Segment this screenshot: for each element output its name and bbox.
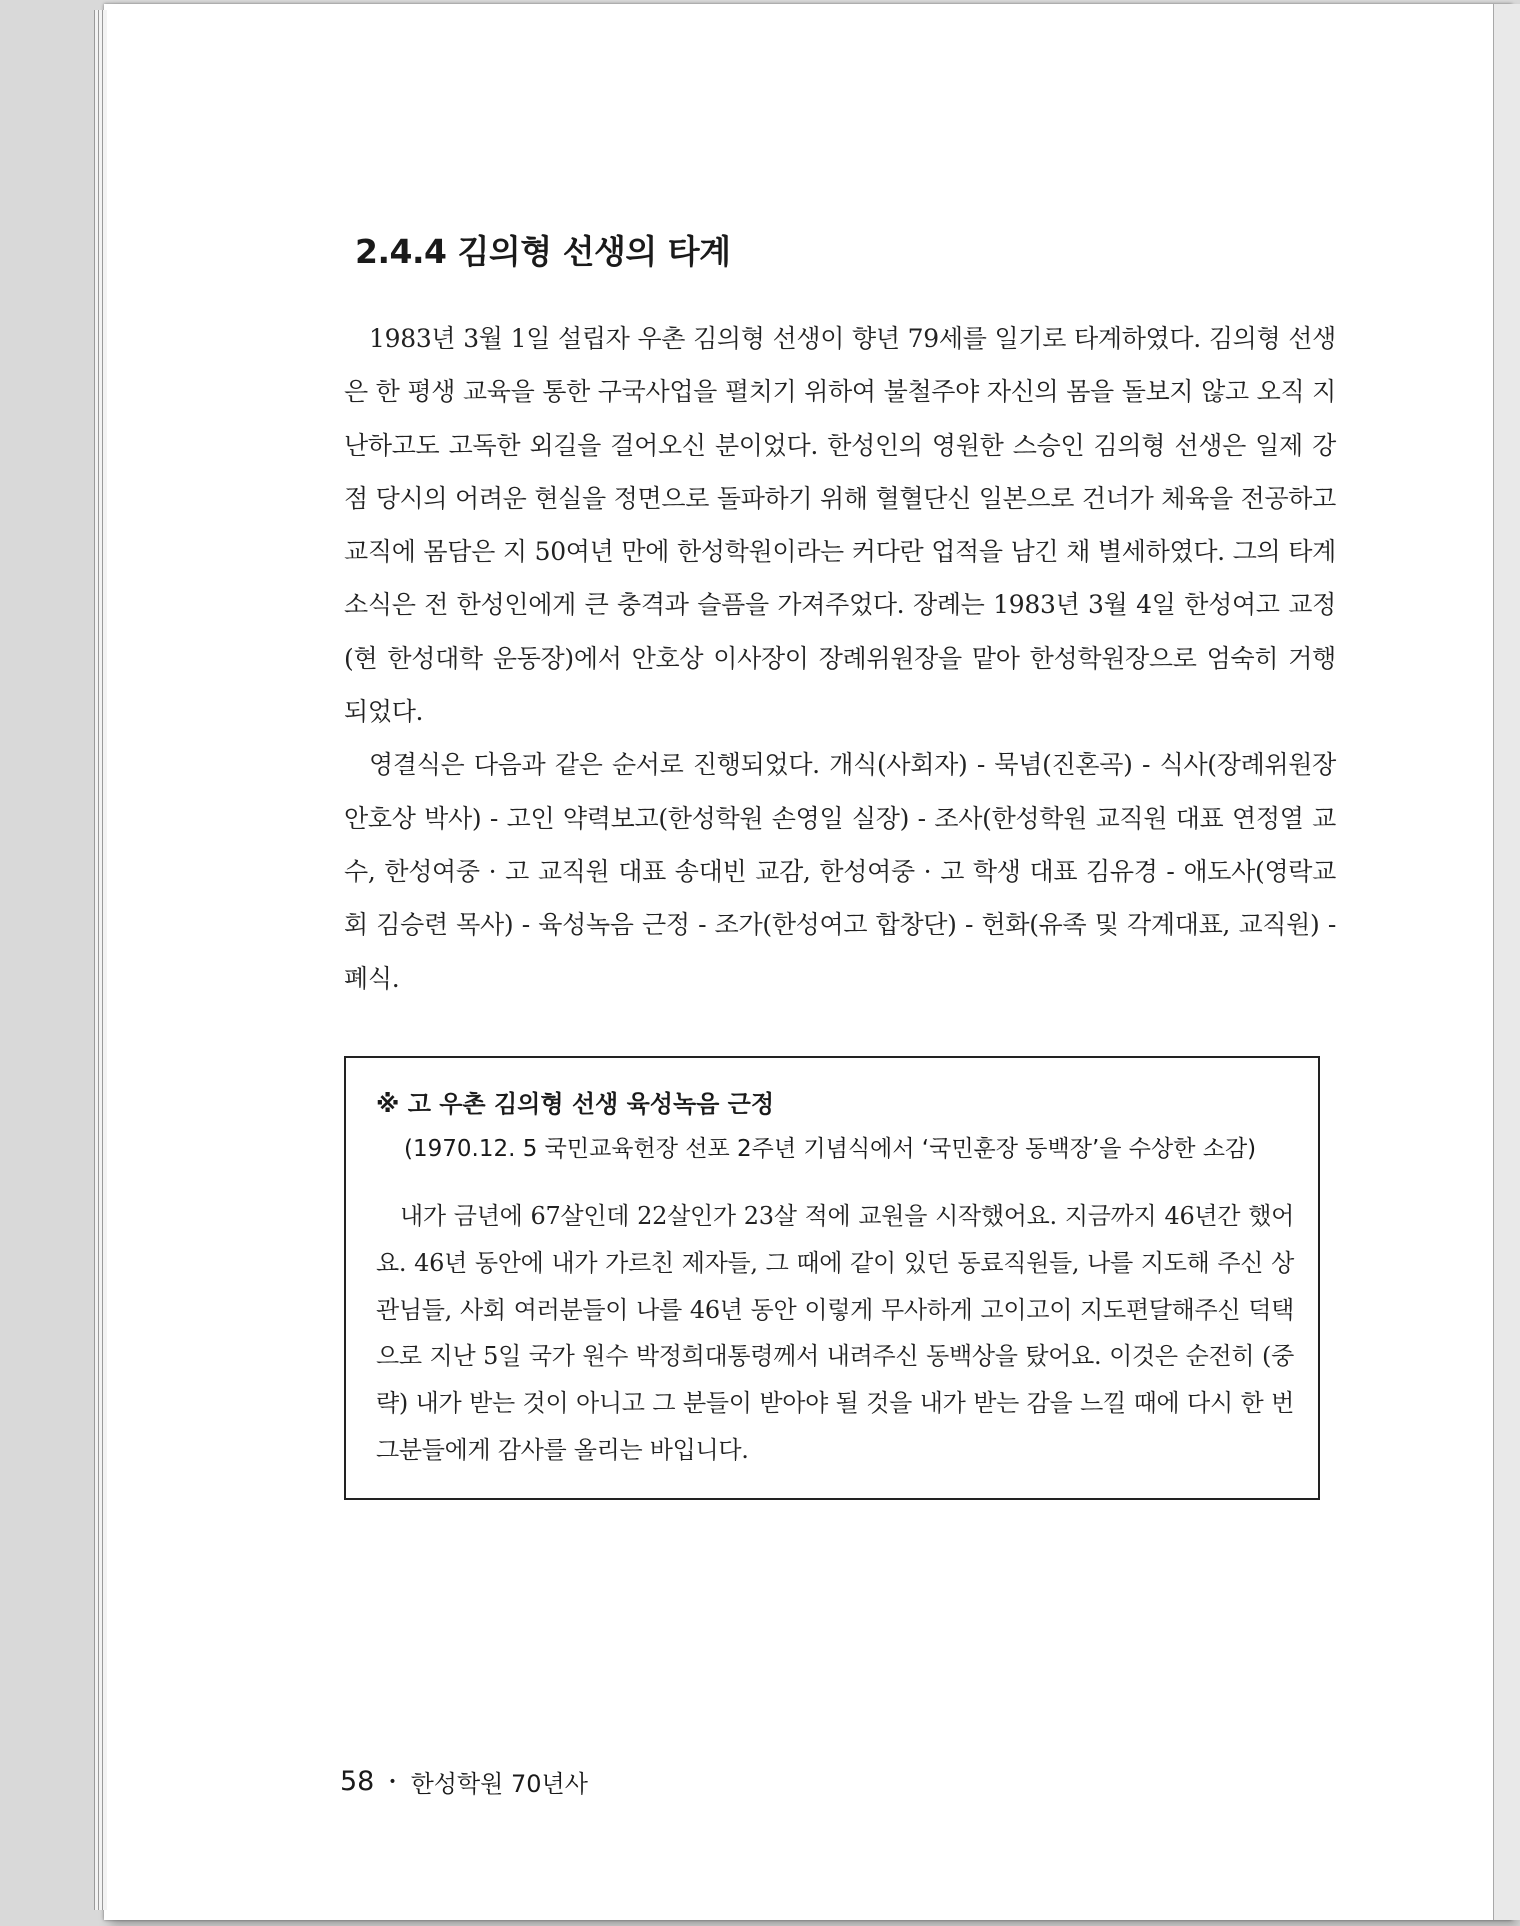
quote-box	[344, 1056, 1320, 1500]
page-stack-edge	[102, 10, 107, 1910]
footer-bullet: •	[388, 1773, 397, 1790]
page-number: 58	[340, 1766, 375, 1797]
paragraph: 1983년 3월 1일 설립자 우촌 김의형 선생이 향년 79세를 일기로 타계하였다. 김의형 선생은 한 평생 교육을 통한 구국사업을 펼치기 위하여 불철주야 자신의 몸을 돌보지 않고 오직 지난하고도 고독한 외길을 걸어오신 분이었다. 한성인의 영원한 스승인 김의형 선생은 일제 강점 당시의 어려운 현실을 정면으로 돌파하기 위해 혈혈단신 일본으로 건너가 체육을 전공하고 교직에 몸담은 지 50여년 만에 한성학원이라는 커다란 업적을 남긴 채 별세하였다. 그의 타계 소식은 전 한성인에게 큰 충격과 슬픔을 가져주었다. 장례는 1983년 3월 4일 한성여고 교정(현 한성대학 운동장)에서 안호상 이사장이 장례위원장을 맡아 한성학원장으로 엄숙히 거행되었다.	[344, 324, 1336, 727]
page-edge-right	[1493, 4, 1520, 1920]
quote-box-subtitle: (1970.12. 5 국민교육헌장 선포 2주년 기념식에서 ‘국민훈장 동백장’을 수상한 소감)	[404, 1136, 1257, 1162]
paragraph: 영결식은 다음과 같은 순서로 진행되었다. 개식(사회자) - 묵념(진혼곡) - 식사(장례위원장 안호상 박사) - 고인 약력보고(한성학원 손영일 실장) - 조사(한성학원 교직원 대표 연정열 교수, 한성여중 · 고 교직원 대표 송대빈 교감, 한성여중 · 고 학생 대표 김유경 - 애도사(영락교회 김승련 목사) - 육성녹음 근정 - 조가(한성여고 합창단) - 헌화(유족 및 각계대표, 교직원) - 폐식.	[344, 750, 1336, 993]
body-text	[344, 312, 1336, 1005]
page-footer	[340, 1764, 588, 1799]
quote-box-title: ※ 고 우촌 김의형 선생 육성녹음 근정	[376, 1090, 775, 1118]
quote-box-text: 내가 금년에 67살인데 22살인가 23살 적에 교원을 시작했어요. 지금까지 46년간 했어요. 46년 동안에 내가 가르친 제자들, 그 때에 같이 있던 동료직원들, 나를 지도해 주신 상관님들, 사회 여러분들이 나를 46년 동안 이렇게 무사하게 고이고이 지도편달해주신 덕택으로 지난 5일 국가 원수 박정희대통령께서 내려주신 동백상을 탔어요. 이것은 순전히 (중략) 내가 받는 것이 아니고 그 분들이 받아야 될 것을 내가 받는 감을 느낄 때에 다시 한 번 그분들에게 감사를 올리는 바입니다.	[376, 1202, 1294, 1464]
book-title: 한성학원 70년사	[410, 1770, 588, 1798]
section-heading: 2.4.4 김의형 선생의 타계	[355, 232, 731, 271]
